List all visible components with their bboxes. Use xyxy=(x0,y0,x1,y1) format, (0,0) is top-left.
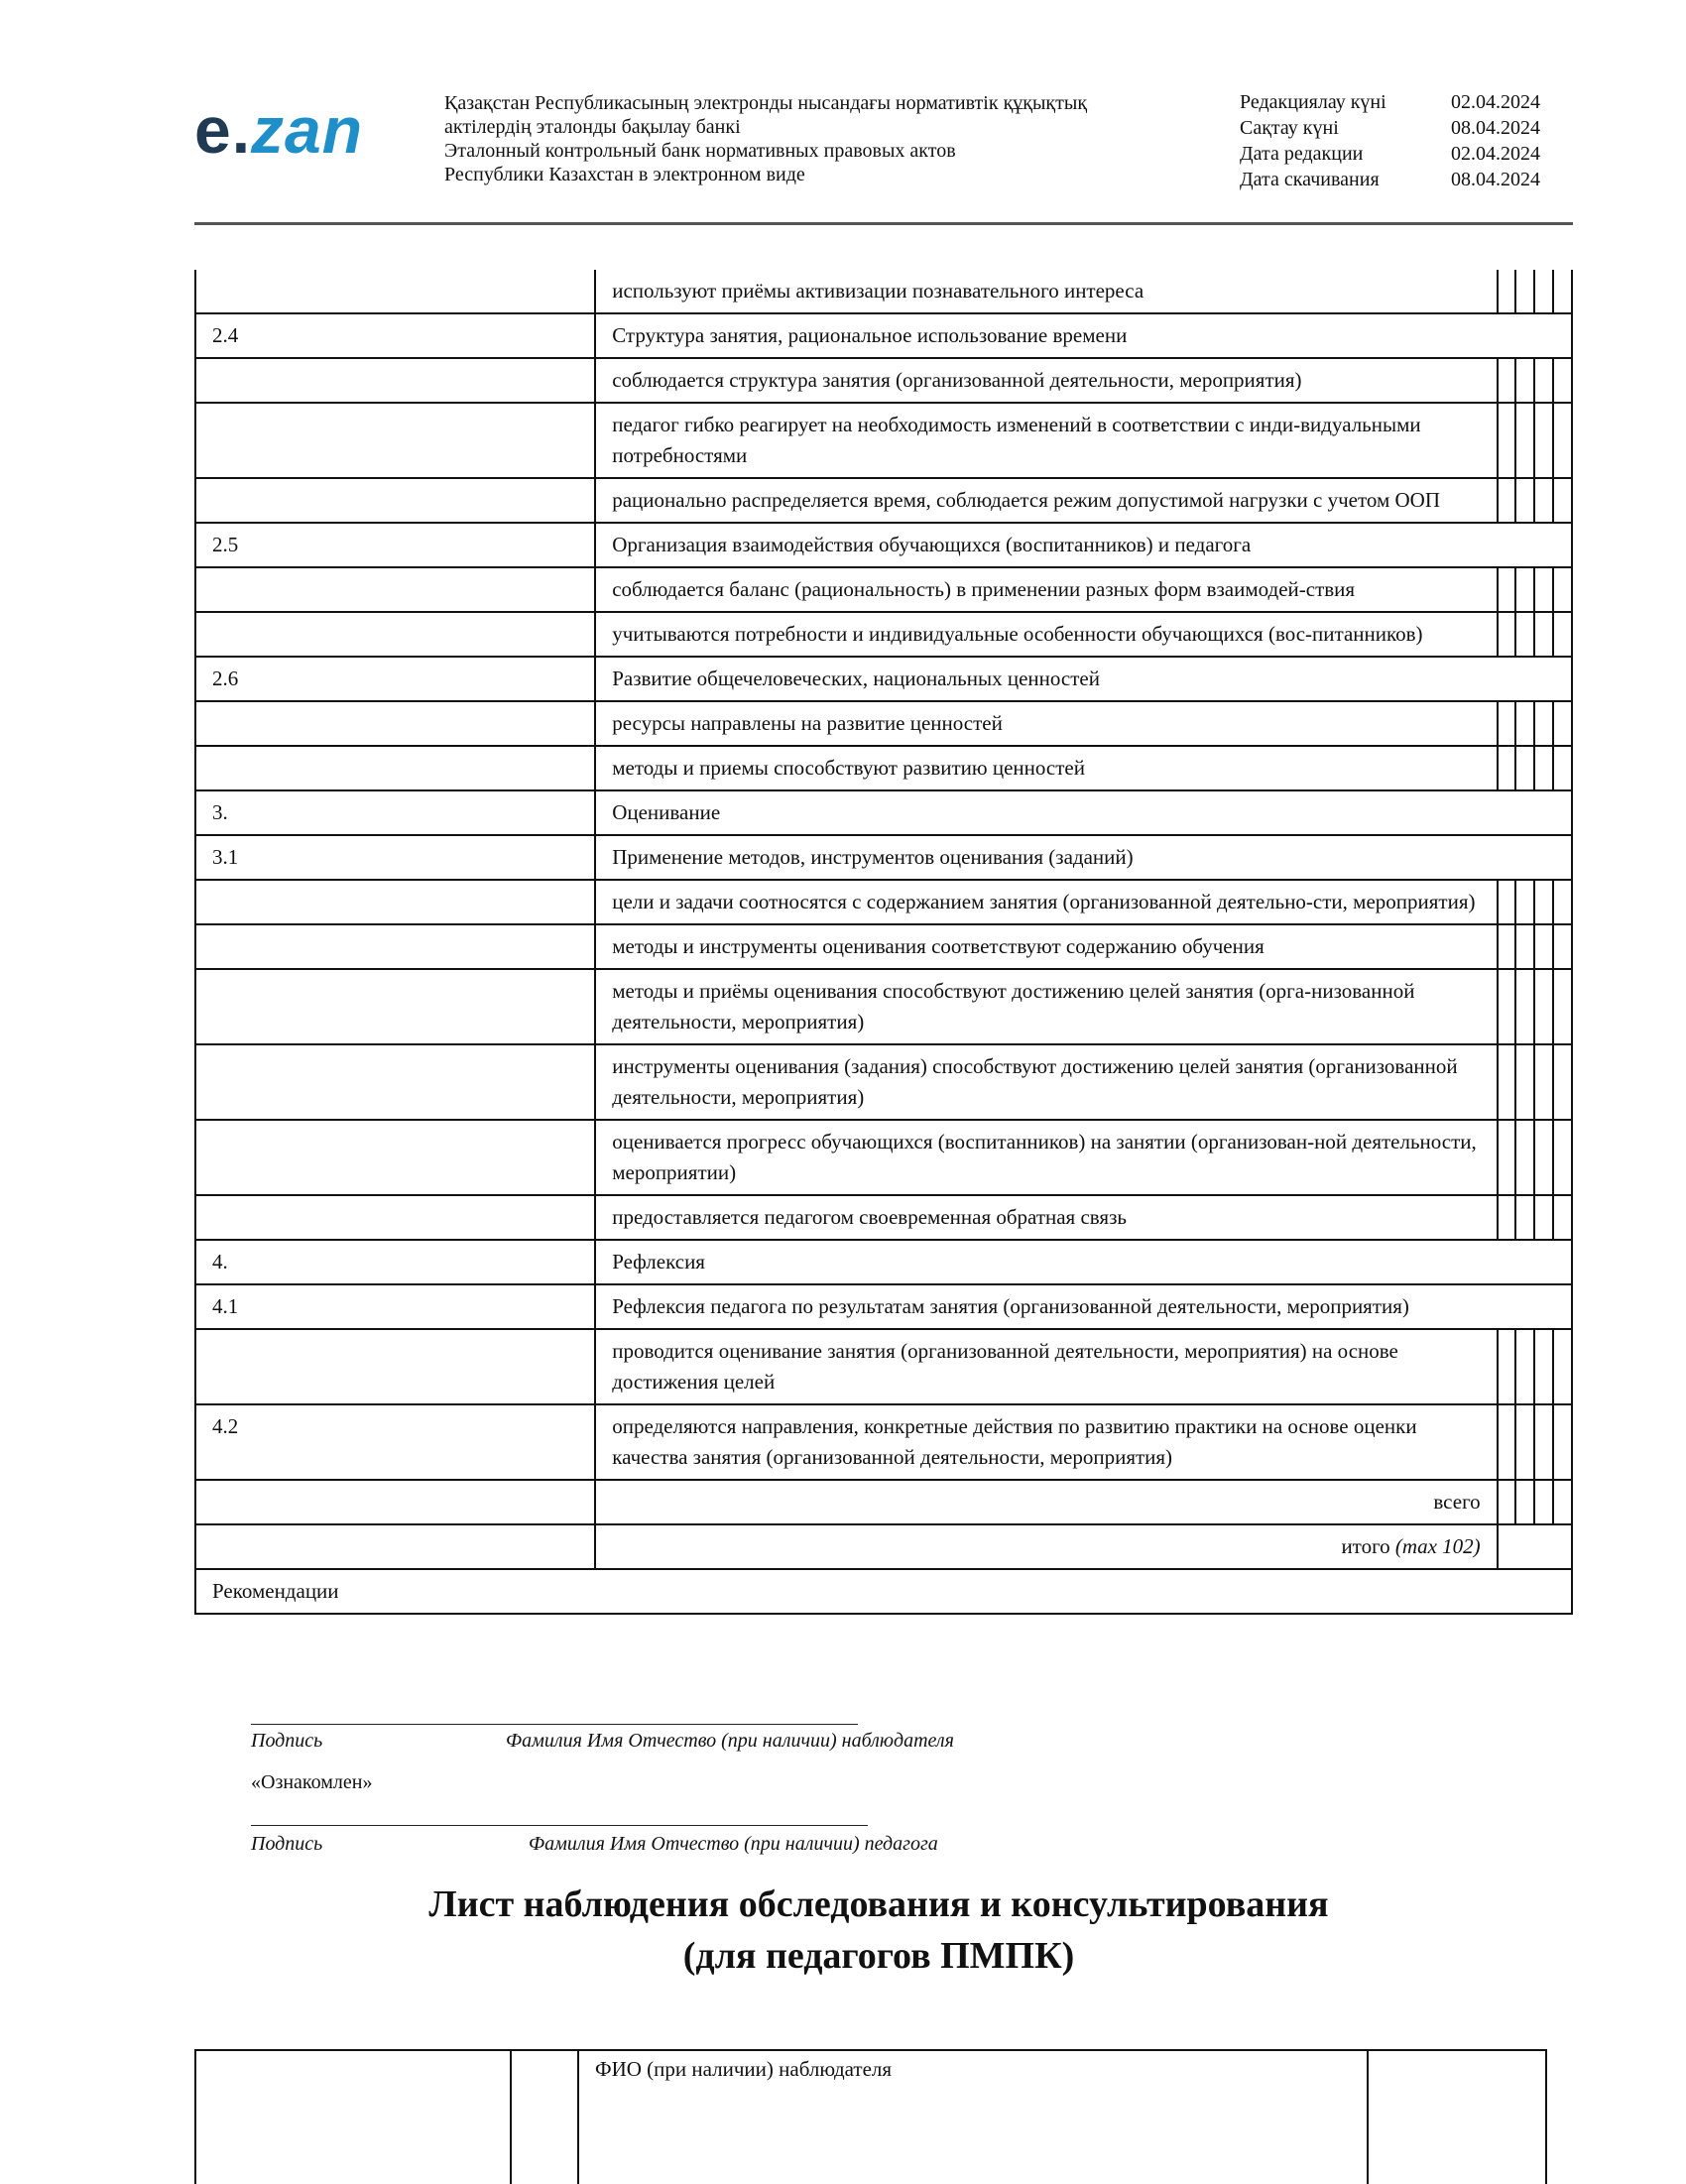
table-row xyxy=(195,835,1572,880)
score-cell[interactable] xyxy=(1553,358,1572,403)
score-cell[interactable] xyxy=(1498,969,1516,1044)
criterion-text: методы и инструменты оценивания соответствуют содержанию обучения xyxy=(595,924,1497,969)
table-row xyxy=(195,1329,1572,1404)
row-number xyxy=(195,1044,595,1120)
meta-row: Редакциялау күні 02.04.2024 xyxy=(1240,91,1540,113)
score-cell[interactable] xyxy=(1534,358,1553,403)
table-row xyxy=(195,1284,1572,1329)
row-number: 2.6 xyxy=(195,657,595,701)
score-cell[interactable] xyxy=(1534,746,1553,790)
score-cell[interactable] xyxy=(1515,612,1534,657)
header-dates xyxy=(1240,89,1540,192)
score-cell[interactable] xyxy=(1498,880,1516,924)
score-cell[interactable] xyxy=(1534,701,1553,746)
itogo-label: итого xyxy=(1341,1534,1390,1558)
table-row xyxy=(195,969,1572,1044)
observation-table xyxy=(194,270,1573,1615)
row-number xyxy=(195,701,595,746)
score-cell[interactable] xyxy=(1498,924,1516,969)
score-cell[interactable] xyxy=(1515,1044,1534,1120)
score-cell[interactable] xyxy=(1498,358,1516,403)
signature-line-observer xyxy=(251,1724,858,1725)
score-cell[interactable] xyxy=(1553,270,1572,313)
score-cell[interactable] xyxy=(1515,1195,1534,1240)
acknowledged-label: «Ознакомлен» xyxy=(251,1771,373,1793)
score-cell[interactable] xyxy=(1553,1120,1572,1195)
row-number xyxy=(195,1120,595,1195)
criterion-text: Применение методов, инструментов оценивания (заданий) xyxy=(595,835,1572,880)
header-bank-title xyxy=(444,91,1087,186)
criterion-text: методы и приёмы оценивания способствуют достижению целей занятия (орга-низованной деятельности, мероприятия) xyxy=(595,969,1497,1044)
table-row xyxy=(195,523,1572,567)
criterion-text: ресурсы направлены на развитие ценностей xyxy=(595,701,1497,746)
total-row xyxy=(195,1480,1572,1524)
itogo-row xyxy=(195,1524,1572,1569)
table-row xyxy=(195,880,1572,924)
score-cell[interactable] xyxy=(1534,924,1553,969)
table-row xyxy=(195,701,1572,746)
table-row xyxy=(195,270,1572,313)
score-cell[interactable] xyxy=(1515,701,1534,746)
score-cell[interactable] xyxy=(1534,567,1553,612)
itogo-cell xyxy=(595,1524,1497,1569)
score-cell[interactable] xyxy=(1534,403,1553,478)
table-row xyxy=(195,612,1572,657)
criterion-text: проводится оценивание занятия (организованной деятельности, мероприятия) на основе достижения целей xyxy=(595,1329,1497,1404)
table-cell xyxy=(195,1524,595,1569)
score-cell[interactable] xyxy=(1553,746,1572,790)
score-cell[interactable] xyxy=(1534,1329,1553,1404)
table-row xyxy=(195,403,1572,478)
table-footer xyxy=(195,1480,1572,1614)
score-cell[interactable] xyxy=(1498,1044,1516,1120)
row-number xyxy=(195,403,595,478)
score-cell[interactable] xyxy=(1553,567,1572,612)
criterion-text: рационально распределяется время, соблюдается режим допустимой нагрузки с учетом ООП xyxy=(595,478,1497,523)
score-cell[interactable] xyxy=(1515,746,1534,790)
observer-name-label: Фамилия Имя Отчество (при наличии) наблюдателя xyxy=(506,1730,954,1752)
score-cell[interactable] xyxy=(1534,478,1553,523)
score-cell[interactable] xyxy=(1553,612,1572,657)
ezan-logo[interactable]: e.zan xyxy=(194,93,364,167)
row-number xyxy=(195,746,595,790)
row-number xyxy=(195,924,595,969)
criterion-text: Структура занятия, рациональное использование времени xyxy=(595,313,1572,358)
row-number xyxy=(195,358,595,403)
score-cell[interactable] xyxy=(1498,612,1516,657)
row-number: 4.1 xyxy=(195,1284,595,1329)
recommendations-row xyxy=(195,1569,1572,1614)
recommendations-label[interactable]: Рекомендации xyxy=(195,1569,1572,1614)
header-line: Республики Казахстан в электронном виде xyxy=(444,164,805,185)
row-number: 4.2 xyxy=(195,1404,595,1480)
row-number: 2.5 xyxy=(195,523,595,567)
score-cell[interactable] xyxy=(1534,969,1553,1044)
score-cell[interactable] xyxy=(1498,1480,1516,1524)
criterion-text: учитываются потребности и индивидуальные особенности обучающихся (вос-питанников) xyxy=(595,612,1497,657)
criterion-text: Организация взаимодействия обучающихся (воспитанников) и педагога xyxy=(595,523,1572,567)
row-number: 4. xyxy=(195,1240,595,1284)
criterion-text: инструменты оценивания (задания) способствуют достижению целей занятия (организованной деятельности, мероприятия) xyxy=(595,1044,1497,1120)
score-cell[interactable] xyxy=(1498,1404,1516,1480)
table-cell xyxy=(195,1480,595,1524)
criterion-text: цели и задачи соотносятся с содержанием занятия (организованной деятельно-сти, мероприятия) xyxy=(595,880,1497,924)
score-cell[interactable] xyxy=(1515,358,1534,403)
score-cell[interactable] xyxy=(1515,969,1534,1044)
score-cell[interactable] xyxy=(1498,1329,1516,1404)
meta-row: Сақтау күні 08.04.2024 xyxy=(1240,117,1540,139)
header-line: актілердің эталонды бақылау банкі xyxy=(444,116,741,138)
score-cell[interactable] xyxy=(1515,1120,1534,1195)
row-number: 3. xyxy=(195,790,595,835)
row-number xyxy=(195,880,595,924)
table-row xyxy=(195,358,1572,403)
score-cell[interactable] xyxy=(1534,1195,1553,1240)
signature-label-teacher: Подпись xyxy=(251,1833,323,1855)
table-row xyxy=(195,1195,1572,1240)
row-number xyxy=(195,1195,595,1240)
score-cell[interactable] xyxy=(1515,924,1534,969)
row-number: 2.4 xyxy=(195,313,595,358)
score-cell[interactable] xyxy=(1498,270,1516,313)
table-row xyxy=(195,746,1572,790)
row-number xyxy=(195,478,595,523)
criterion-text: педагог гибко реагирует на необходимость изменений в соответствии с инди-видуальными потребностями xyxy=(595,403,1497,478)
score-cell[interactable] xyxy=(1553,1329,1572,1404)
table-row xyxy=(195,478,1572,523)
teacher-name-label: Фамилия Имя Отчество (при наличии) педагога xyxy=(529,1833,938,1855)
row-number xyxy=(195,270,595,313)
score-cell[interactable] xyxy=(1534,1404,1553,1480)
score-cell[interactable] xyxy=(1498,567,1516,612)
itogo-value-cell[interactable] xyxy=(1498,1524,1572,1569)
column-divider xyxy=(510,2051,512,2184)
meta-row: Дата редакции 02.04.2024 xyxy=(1240,143,1540,165)
score-cell[interactable] xyxy=(1515,567,1534,612)
table-row xyxy=(195,1044,1572,1120)
header-line: Эталонный контрольный банк нормативных правовых актов xyxy=(444,140,956,162)
table-row xyxy=(195,1404,1572,1480)
criterion-text: предоставляется педагогом своевременная обратная связь xyxy=(595,1195,1497,1240)
score-cell[interactable] xyxy=(1553,403,1572,478)
score-cell[interactable] xyxy=(1553,880,1572,924)
criterion-text: соблюдается структура занятия (организованной деятельности, мероприятия) xyxy=(595,358,1497,403)
table-row xyxy=(195,313,1572,358)
score-cell[interactable] xyxy=(1553,1044,1572,1120)
score-cell[interactable] xyxy=(1534,1480,1553,1524)
row-number xyxy=(195,969,595,1044)
score-cell[interactable] xyxy=(1515,1329,1534,1404)
score-cell[interactable] xyxy=(1553,701,1572,746)
signature-label-observer: Подпись xyxy=(251,1730,323,1752)
score-cell[interactable] xyxy=(1534,270,1553,313)
criterion-text: оценивается прогресс обучающихся (воспитанников) на занятии (организован-ной деятельности, мероприятии) xyxy=(595,1120,1497,1195)
criterion-text: Развитие общечеловеческих, национальных ценностей xyxy=(595,657,1572,701)
table-body xyxy=(195,270,1572,1480)
score-cell[interactable] xyxy=(1553,1480,1572,1524)
score-cell[interactable] xyxy=(1534,1044,1553,1120)
meta-row: Дата скачивания 08.04.2024 xyxy=(1240,169,1540,190)
score-cell[interactable] xyxy=(1515,880,1534,924)
score-cell[interactable] xyxy=(1498,478,1516,523)
criterion-text: Рефлексия xyxy=(595,1240,1572,1284)
score-cell[interactable] xyxy=(1553,1404,1572,1480)
criterion-text: соблюдается баланс (рациональность) в применении разных форм взаимодей-ствия xyxy=(595,567,1497,612)
score-cell[interactable] xyxy=(1498,746,1516,790)
score-cell[interactable] xyxy=(1534,612,1553,657)
criterion-text: методы и приемы способствуют развитию ценностей xyxy=(595,746,1497,790)
table-row xyxy=(195,924,1572,969)
table-row xyxy=(195,1240,1572,1284)
score-cell[interactable] xyxy=(1498,1195,1516,1240)
total-label: всего xyxy=(595,1480,1497,1524)
observer-fio-label: ФИО (при наличии) наблюдателя xyxy=(595,2057,893,2081)
row-number xyxy=(195,1329,595,1404)
score-cell[interactable] xyxy=(1553,1195,1572,1240)
score-cell[interactable] xyxy=(1553,924,1572,969)
score-cell[interactable] xyxy=(1534,880,1553,924)
score-cell[interactable] xyxy=(1515,270,1534,313)
table-row xyxy=(195,567,1572,612)
criterion-text: определяются направления, конкретные действия по развитию практики на основе оценки качества занятия (организованной деятельности, мероприятия) xyxy=(595,1404,1497,1480)
score-cell[interactable] xyxy=(1515,1404,1534,1480)
score-cell[interactable] xyxy=(1515,478,1534,523)
criterion-text: Оценивание xyxy=(595,790,1572,835)
score-cell[interactable] xyxy=(1498,403,1516,478)
criterion-text: используют приёмы активизации познавательного интереса xyxy=(595,270,1497,313)
criterion-text: Рефлексия педагога по результатам занятия (организованной деятельности, мероприятия) xyxy=(595,1284,1572,1329)
column-divider xyxy=(577,2051,579,2184)
score-cell[interactable] xyxy=(1515,403,1534,478)
score-cell[interactable] xyxy=(1498,1120,1516,1195)
score-cell[interactable] xyxy=(1515,1480,1534,1524)
row-number xyxy=(195,567,595,612)
header-divider xyxy=(194,222,1573,225)
row-number xyxy=(195,612,595,657)
score-cell[interactable] xyxy=(1553,478,1572,523)
score-cell[interactable] xyxy=(1553,969,1572,1044)
section-subtitle: (для педагогов ПМПК) xyxy=(682,1935,1075,1977)
header-line: Қазақстан Республикасының электронды нысандағы нормативтік құқықтық xyxy=(444,92,1088,114)
table-row xyxy=(195,657,1572,701)
table-row xyxy=(195,790,1572,835)
table-row xyxy=(195,1120,1572,1195)
score-cell[interactable] xyxy=(1498,701,1516,746)
itogo-max: (max 102) xyxy=(1394,1534,1481,1558)
section-title: Лист наблюдения обследования и консультирования xyxy=(428,1883,1329,1925)
column-divider xyxy=(1367,2051,1369,2184)
row-number: 3.1 xyxy=(195,835,595,880)
score-cell[interactable] xyxy=(1534,1120,1553,1195)
signature-line-teacher xyxy=(251,1825,868,1826)
